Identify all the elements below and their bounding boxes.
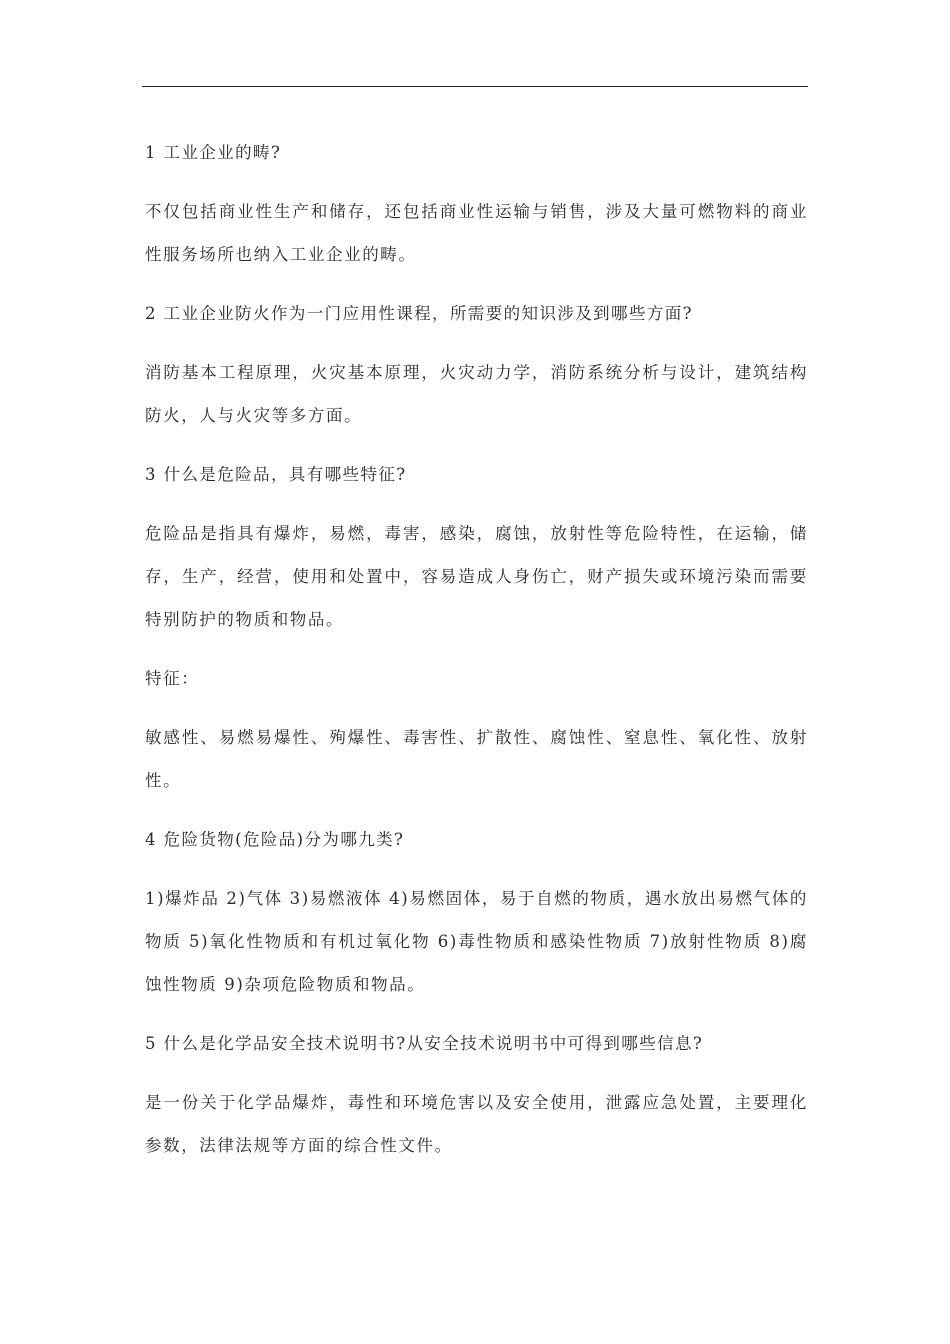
answer-5: 是一份关于化学品爆炸，毒性和环境危害以及安全使用，泄露应急处置，主要理化参数，法律法规等方面的综合性文件。: [145, 1093, 808, 1155]
question-3: 3 什么是危险品，具有哪些特征?: [145, 465, 407, 484]
answer-1: 不仅包括商业性生产和储存，还包括商业性运输与销售，涉及大量可燃物料的商业性服务场所也纳入工业企业的畴。: [145, 202, 808, 264]
answer-2: 消防基本工程原理，火灾基本原理，火灾动力学，消防系统分析与设计，建筑结构防火，人与火灾等多方面。: [145, 363, 808, 425]
header-rule: [142, 86, 808, 87]
question-2: 2 工业企业防火作为一门应用性课程，所需要的知识涉及到哪些方面?: [145, 304, 693, 323]
question-5: 5 什么是化学品安全技术说明书?从安全技术说明书中可得到哪些信息?: [145, 1034, 704, 1053]
answer-3-features: 敏感性、易燃易爆性、殉爆性、毒害性、扩散性、腐蚀性、窒息性、氧化性、放射性。: [145, 728, 808, 790]
question-4: 4 危险货物(危险品)分为哪九类?: [145, 830, 405, 849]
answer-3-definition: 危险品是指具有爆炸，易燃，毒害，感染，腐蚀，放射性等危险特性，在运输，储存，生产，经营，使用和处置中，容易造成人身伤亡，财产损失或环境污染而需要特别防护的物质和物品。: [145, 524, 808, 629]
answer-3-features-label: 特征：: [145, 669, 200, 688]
question-1: 1 工业企业的畴?: [145, 143, 282, 162]
document-body: [145, 131, 808, 1183]
answer-4: 1)爆炸品 2)气体 3)易燃液体 4)易燃固体，易于自燃的物质，遇水放出易燃气体的物质 5)氧化性物质和有机过氧化物 6)毒性物质和感染性物质 7)放射性物质 8)腐蚀性物质 9)杂项危险物质和物品。: [145, 889, 808, 994]
